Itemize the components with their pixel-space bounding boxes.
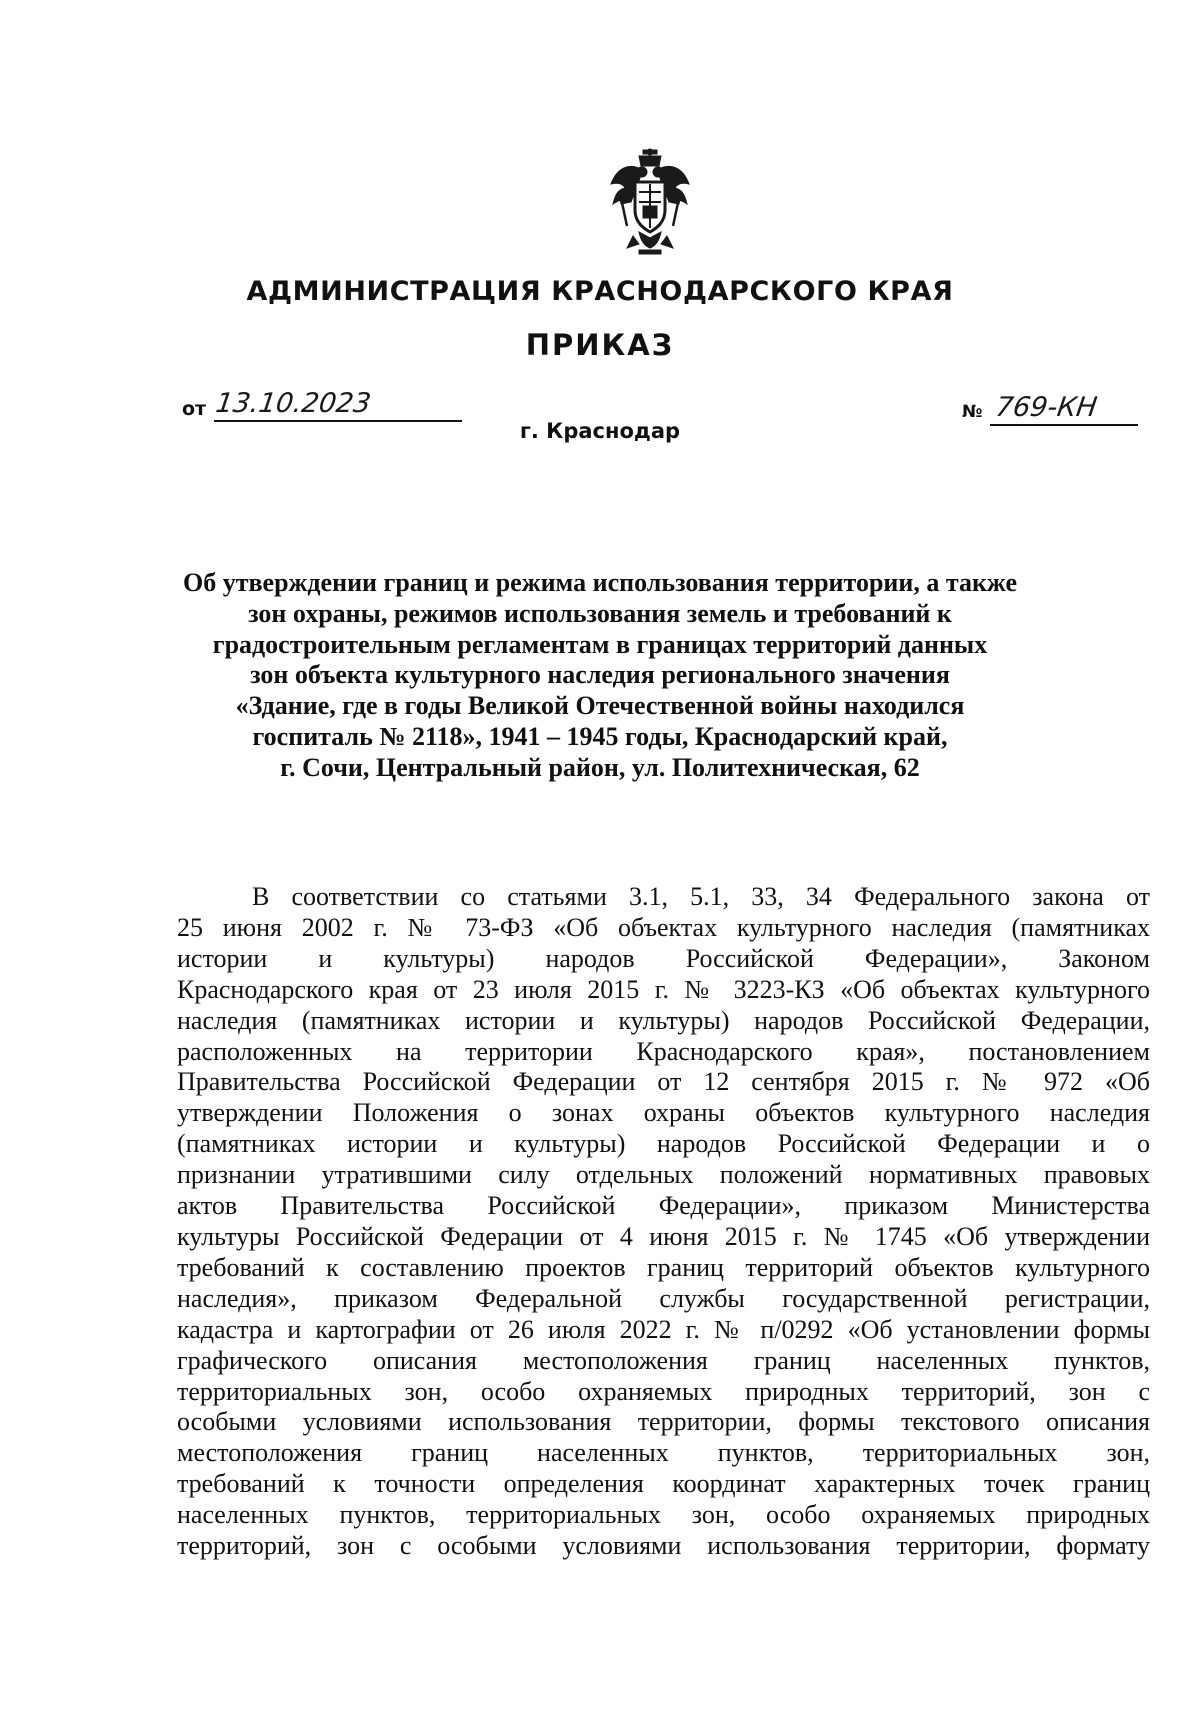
body-line: расположенных на территории Краснодарского края», постановлением (177, 1036, 1150, 1066)
body-line: наследия (памятниках истории и культуры) народов Российской Федерации, (177, 1005, 1150, 1035)
number-label: № (962, 402, 983, 422)
title-line: зон охраны, режимов использования земель и требований к (248, 598, 952, 628)
document-title (150, 568, 1050, 784)
body-line: актов Правительства Российской Федерации», приказом Министерства (177, 1191, 1150, 1221)
body-line: территориальных зон, особо охраняемых природных территорий, зон с (177, 1376, 1150, 1406)
body-line: особыми условиями использования территории, формы текстового описания (177, 1407, 1150, 1437)
body-line: 25 июня 2002 г. № 73-ФЗ «Об объектах культурного наследия (памятниках (177, 912, 1150, 942)
title-line: госпиталь № 2118», 1941 – 1945 годы, Краснодарский край, (252, 721, 948, 751)
body-line: В соответствии со статьями 3.1, 5.1, 33, 34 Федерального закона от (252, 882, 1150, 911)
body-line: Краснодарского края от 23 июля 2015 г. № 3223-КЗ «Об объектах культурного (177, 974, 1150, 1004)
body-line: (памятниках истории и культуры) народов Российской Федерации и о (177, 1129, 1150, 1159)
number-handwritten: 769-КН (993, 392, 1099, 423)
title-line: «Здание, где в годы Великой Отечественной войны находился (235, 691, 965, 721)
title-line: градостроительным регламентам в границах территорий данных (212, 629, 988, 659)
title-line: зон объекта культурного наследия регионального значения (250, 660, 950, 690)
body-line: Правительства Российской Федерации от 12 сентября 2015 г. № 972 «Об (177, 1067, 1150, 1097)
body-line: истории и культуры) народов Российской Федерации», Законом (177, 943, 1150, 973)
body-line: признании утратившими силу отдельных положений нормативных правовых (177, 1160, 1150, 1190)
body-line: требований к точности определения координат характерных точек границ (177, 1469, 1150, 1499)
krasnodar-coat-of-arms-icon (609, 148, 691, 256)
date-label: от (182, 398, 207, 420)
body-line: утверждении Положения о зонах охраны объектов культурного наследия (177, 1098, 1150, 1128)
body-line: территорий, зон с особыми условиями использования территории, формату (177, 1531, 1150, 1561)
body-line: местоположения границ населенных пунктов, территориальных зон, (177, 1438, 1150, 1468)
body-line: наследия», приказом Федеральной службы государственной регистрации, (177, 1283, 1150, 1313)
title-line: г. Сочи, Центральный район, ул. Политехническая, 62 (280, 752, 920, 782)
body-line: требований к составлению проектов границ территорий объектов культурного (177, 1252, 1150, 1282)
title-line: Об утверждении границ и режима использования территории, а также (183, 568, 1017, 597)
body-line: населенных пунктов, территориальных зон, особо охраняемых природных (177, 1500, 1150, 1530)
body-line: графического описания местоположения границ населенных пунктов, (177, 1345, 1150, 1375)
city: г. Краснодар (519, 419, 681, 443)
organization-name: АДМИНИСТРАЦИЯ КРАСНОДАРСКОГО КРАЯ (246, 276, 954, 307)
date-handwritten: 13.10.2023 (213, 388, 373, 419)
body-line: кадастра и картографии от 26 июля 2022 г. № п/0292 «Об установлении формы (177, 1314, 1150, 1344)
document-type: ПРИКАЗ (525, 328, 675, 362)
body-paragraph (177, 882, 1150, 1562)
body-line: культуры Российской Федерации от 4 июня 2015 г. № 1745 «Об утверждении (177, 1221, 1150, 1251)
